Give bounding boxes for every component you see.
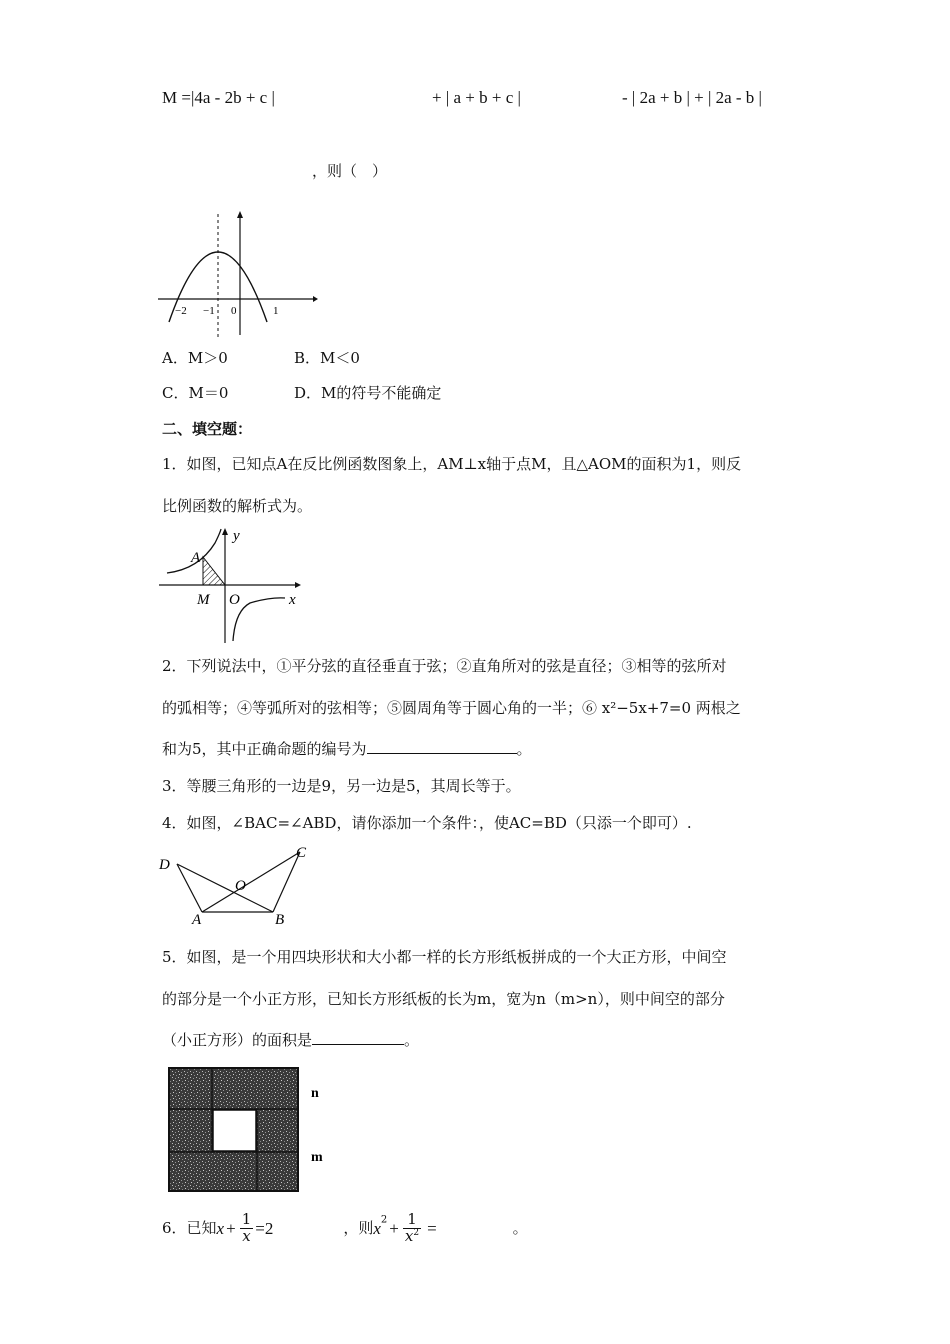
q6-then: ，则 [343, 1218, 374, 1237]
q6-fraction [240, 1212, 254, 1245]
point-b-label: B [275, 912, 285, 927]
label-n: n [311, 1086, 319, 1101]
q5-line-3 [162, 1029, 419, 1050]
q3-text: 3．等腰三角形的一边是9，另一边是5，其周长等于。 [162, 777, 521, 795]
q5-line-2: 的部分是一个小正方形，已知长方形纸板的长为m，宽为n（m>n），则中间空的部分 [162, 990, 725, 1008]
shaded-triangle-aom [203, 557, 225, 585]
x-axis-arrow [295, 582, 301, 588]
point-c-label: C [296, 845, 307, 861]
q6-equals-2: =2 [255, 1218, 274, 1238]
segment-db [177, 864, 273, 912]
q2-line-1: 2．下列说法中，①平分弦的直径垂直于弦；②直角所对的弦是直径；③相等的弦所对 [162, 657, 727, 675]
y-label: y [233, 528, 240, 544]
option-c: C．M＝0 [162, 384, 229, 402]
q6-var-x-squared: x [373, 1218, 381, 1238]
q6-numerator: 1 [241, 1210, 252, 1228]
section-title: 二、填空题： [162, 420, 253, 438]
option-a: A．M＞0 [162, 349, 228, 367]
q6-fraction-2 [403, 1212, 421, 1245]
tick-label: 1 [273, 305, 279, 317]
point-d-label: D [159, 857, 170, 873]
label-m: m [311, 1150, 323, 1165]
triangle-figure [155, 842, 325, 927]
x-axis-arrow [313, 296, 318, 302]
segment-bc [273, 852, 300, 912]
q4-text: 4．如图，∠BAC=∠ABD，请你添加一个条件：，使AC=BD（只添一个即可）. [162, 814, 692, 832]
q6-plus: + [226, 1218, 236, 1238]
q6-equals: = [427, 1218, 437, 1238]
q6-denominator-2: $x^2$ [404, 1226, 420, 1245]
answer-blank[interactable] [312, 1029, 404, 1045]
expr-part-3: - | 2a + b | + | 2a - b | [622, 88, 762, 107]
tick-label: −2 [175, 305, 187, 317]
point-m-label: M [197, 592, 210, 608]
x-label: x [289, 592, 296, 608]
tick-label: −1 [203, 305, 215, 317]
q6-exponent: 2 [380, 1214, 388, 1226]
q6-numerator-2: 1 [403, 1212, 421, 1229]
answer-blank[interactable] [367, 738, 517, 754]
q5-line-3-end: 。 [404, 1031, 420, 1049]
q2-line-2: 的弧相等；④等弧所对的弦相等；⑤圆周角等于圆心角的一半；⑥ x²−5x+7=0 两根之 [162, 699, 741, 717]
small-square-hole [213, 1110, 256, 1151]
expr-part-2: + | a + b + c | [432, 88, 521, 107]
expr-part-1: M =|4a - 2b + c | [162, 88, 275, 107]
q5-line-3-text: （小正方形）的面积是 [162, 1031, 313, 1049]
question-tail: ，则（ ） [312, 162, 388, 180]
q2-line-3-end: 。 [516, 740, 532, 758]
point-o-label: O [235, 878, 246, 894]
option-b: B．M＜0 [294, 349, 360, 367]
hyperbola-graph [155, 525, 305, 650]
q2-line-3 [162, 738, 532, 759]
square-figure [165, 1064, 340, 1194]
q5-line-1: 5．如图，是一个用四块形状和大小都一样的长方形纸板拼成的一个大正方形，中间空 [162, 948, 727, 966]
parabola-graph [155, 210, 320, 340]
q6-denominator: x [242, 1226, 251, 1245]
q1-line-2: 比例函数的解析式为。 [162, 497, 313, 515]
q6-end: 。 [512, 1218, 528, 1237]
origin-label: O [229, 592, 240, 608]
point-a-label: A [192, 912, 202, 927]
q6-plus-2: + [389, 1218, 399, 1238]
point-a-label: A [191, 550, 201, 566]
segment-ac [202, 852, 300, 912]
y-axis-arrow [222, 528, 228, 535]
q1-line-1: 1．如图，已知点A在反比例函数图象上，AM⊥x轴于点M，且△AOM的面积为1，则反 [162, 455, 742, 473]
q2-line-3-text: 和为5，其中正确命题的编号为 [162, 740, 367, 758]
option-d: D．M的符号不能确定 [294, 384, 442, 402]
hyperbola-branch-lower-right [233, 598, 285, 641]
tick-label: 0 [231, 305, 237, 317]
q6-prefix: 6．已知 [162, 1218, 217, 1237]
q6-line [162, 1212, 528, 1245]
segment-da [177, 864, 202, 912]
q6-var-x: x [216, 1218, 225, 1238]
y-axis-arrow [237, 211, 243, 218]
